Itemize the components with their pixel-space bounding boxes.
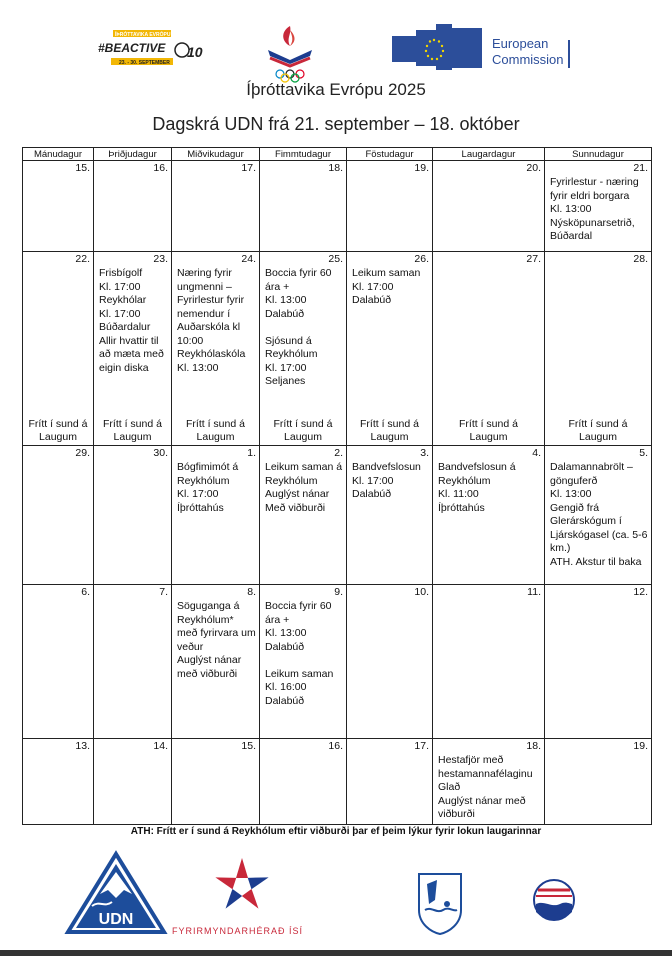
event-text: Dalamannabrölt – gönguferð Kl. 13:00 Gengið frá Glerárskógum í Ljárskógasel (ca. 5-6 km.) ATH. Akstur til baka: [550, 461, 648, 568]
beactive-logo: [95, 28, 205, 74]
day-number: 16.: [328, 740, 343, 752]
free-swim-note: Frítt í sund á Laugum: [360, 418, 419, 443]
udn-logo: [64, 850, 168, 936]
calendar-day-cell: [545, 739, 652, 825]
svg-text:23. - 30. SEPTEMBER: 23. - 30. SEPTEMBER: [119, 60, 170, 66]
calendar-day-cell: [172, 585, 260, 739]
svg-text:Commission: Commission: [492, 52, 564, 67]
day-number: 15.: [241, 740, 256, 752]
day-number: 13.: [75, 740, 90, 752]
event-text: Leikum saman á Reykhólum Auglýst nánar Með viðburði: [265, 461, 343, 514]
calendar-day-cell: [433, 446, 545, 585]
bottom-edge-strip: [0, 950, 672, 956]
day-number: 14.: [153, 740, 168, 752]
club-circle-logo: [532, 872, 576, 934]
event-text: Söguganga á Reykhólum* með fyrirvara um veður Auglýst nánar með viðburði: [177, 600, 256, 680]
day-number: 8.: [247, 586, 256, 598]
event-text: Bógfimimót á Reykhólum Kl. 17:00 Íþróttahús: [177, 461, 239, 514]
day-number: 18.: [328, 162, 343, 174]
calendar-day-cell: [347, 446, 433, 585]
calendar-day-cell: [172, 252, 260, 446]
svg-text:European: European: [492, 36, 549, 51]
day-number: 7.: [159, 586, 168, 598]
free-swim-note: Frítt í sund á Laugum: [28, 418, 88, 443]
day-number: 20.: [526, 162, 541, 174]
calendar-day-cell: [260, 161, 347, 252]
day-number: 24.: [241, 253, 256, 265]
calendar-day-cell: [433, 585, 545, 739]
svg-text:UDN: UDN: [98, 911, 134, 928]
day-number: 17.: [241, 162, 256, 174]
page-title: Íþróttavika Evrópu 2025: [246, 80, 426, 99]
day-number: 23.: [153, 253, 168, 265]
day-number: 11.: [527, 586, 541, 598]
calendar-day-cell: [23, 739, 94, 825]
calendar-table: [22, 147, 652, 825]
day-number: 26.: [414, 253, 429, 265]
free-swim-note: Frítt í sund á Laugum: [103, 418, 162, 443]
day-number: 29.: [75, 447, 90, 459]
weekday-header: Föstudagur: [347, 148, 433, 161]
calendar-day-cell: [172, 739, 260, 825]
calendar-day-cell: [94, 585, 172, 739]
calendar-day-cell: [23, 446, 94, 585]
calendar-day-cell: [260, 739, 347, 825]
event-text: Næring fyrir ungmenni – Fyrirlestur fyrir nemendur í Auðarskóla kl 10:00 Reykhólaskóla Kl. 13:00: [177, 267, 246, 374]
event-text: Leikum saman Kl. 17:00 Dalabúð: [352, 267, 421, 306]
calendar-day-cell: [545, 161, 652, 252]
swimming-club-shield-logo: [415, 870, 465, 936]
weekday-header: Miðvikudagur: [172, 148, 260, 161]
day-number: 12.: [633, 586, 648, 598]
european-olympic-committees-logo: [262, 22, 318, 84]
fyrirmyndarherad-isi-logo: [168, 852, 318, 938]
calendar-day-cell: [545, 446, 652, 585]
calendar-week-row: [23, 252, 652, 446]
day-number: 2.: [334, 447, 343, 459]
day-number: 19.: [633, 740, 648, 752]
event-text: Frisbígolf Kl. 17:00 Reykhólar Kl. 17:00 Búðardalur Allir hvattir til að mæta með eigin diska: [99, 267, 164, 374]
day-number: 6.: [81, 586, 90, 598]
day-number: 21.: [633, 162, 648, 174]
calendar-day-cell: [545, 585, 652, 739]
svg-text:#BEACTIVE: #BEACTIVE: [98, 41, 166, 55]
calendar-day-cell: [23, 252, 94, 446]
day-number: 15.: [75, 162, 90, 174]
day-number: 30.: [153, 447, 168, 459]
calendar-week-row: [23, 161, 652, 252]
page-subtitle: Dagskrá UDN frá 21. september – 18. október: [152, 114, 520, 134]
day-number: 18.: [526, 740, 541, 752]
event-text: Boccia fyrir 60 ára + Kl. 13:00 Dalabúð Leikum saman Kl. 16:00 Dalabúð: [265, 600, 334, 707]
calendar-day-cell: [172, 446, 260, 585]
footnote: ATH: Frítt er í sund á Reykhólum eftir viðburði þar ef þeim lýkur fyrir lokun laugarinnar: [130, 826, 542, 837]
calendar-day-cell: [347, 252, 433, 446]
calendar-week-row: [23, 446, 652, 585]
calendar-day-cell: [433, 252, 545, 446]
day-number: 17.: [414, 740, 429, 752]
calendar-day-cell: [23, 161, 94, 252]
european-commission-logo: [392, 24, 577, 74]
day-number: 10.: [414, 586, 429, 598]
calendar-day-cell: [94, 739, 172, 825]
day-number: 9.: [334, 586, 343, 598]
weekday-header: Þriðjudagur: [94, 148, 172, 161]
calendar-day-cell: [94, 161, 172, 252]
calendar-day-cell: [347, 161, 433, 252]
day-number: 3.: [420, 447, 429, 459]
calendar-day-cell: [545, 252, 652, 446]
day-number: 4.: [532, 447, 541, 459]
day-number: 1.: [247, 447, 256, 459]
calendar-day-cell: [23, 585, 94, 739]
calendar-day-cell: [94, 252, 172, 446]
calendar-day-cell: [172, 161, 260, 252]
day-number: 28.: [633, 253, 648, 265]
day-number: 22.: [75, 253, 90, 265]
day-number: 27.: [526, 253, 541, 265]
free-swim-note: Frítt í sund á Laugum: [568, 418, 628, 443]
calendar-day-cell: [347, 739, 433, 825]
event-text: Fyrirlestur - næring fyrir eldri borgara Kl. 13:00 Nýsköpunarsetrið, Búðardal: [550, 176, 639, 242]
calendar-day-cell: [347, 585, 433, 739]
svg-text:FYRIRMYNDARHÉRAÐ ÍSÍ: FYRIRMYNDARHÉRAÐ ÍSÍ: [172, 926, 304, 936]
event-text: Hestafjör með hestamannafélaginu Glað Auglýst nánar með viðburði: [438, 754, 533, 820]
weekday-header-row: [23, 148, 652, 161]
calendar-day-cell: [433, 161, 545, 252]
weekday-header: Fimmtudagur: [260, 148, 347, 161]
calendar-day-cell: [260, 252, 347, 446]
calendar-week-row: [23, 585, 652, 739]
calendar-week-row: [23, 739, 652, 825]
weekday-header: Laugardagur: [433, 148, 545, 161]
weekday-header: Sunnudagur: [545, 148, 652, 161]
svg-text:ÍÞRÓTTAVIKA EVRÓPU: ÍÞRÓTTAVIKA EVRÓPU: [115, 32, 171, 38]
day-number: 19.: [414, 162, 429, 174]
svg-text:10: 10: [187, 44, 203, 60]
day-number: 16.: [153, 162, 168, 174]
day-number: 5.: [639, 447, 648, 459]
header-logos: [0, 10, 672, 80]
day-number: 25.: [328, 253, 343, 265]
calendar-day-cell: [94, 446, 172, 585]
calendar-day-cell: [260, 446, 347, 585]
free-swim-note: Frítt í sund á Laugum: [273, 418, 333, 443]
free-swim-note: Frítt í sund á Laugum: [186, 418, 245, 443]
calendar-day-cell: [433, 739, 545, 825]
weekday-header: Mánudagur: [23, 148, 94, 161]
free-swim-note: Frítt í sund á Laugum: [459, 418, 518, 443]
event-text: Bandvefslosun á Reykhólum Kl. 11:00 Íþróttahús: [438, 461, 516, 514]
event-text: Bandvefslosun Kl. 17:00 Dalabúð: [352, 461, 421, 500]
calendar-day-cell: [260, 585, 347, 739]
event-text: Boccia fyrir 60 ára + Kl. 13:00 Dalabúð Sjósund á Reykhólum Kl. 17:00 Seljanes: [265, 267, 332, 387]
